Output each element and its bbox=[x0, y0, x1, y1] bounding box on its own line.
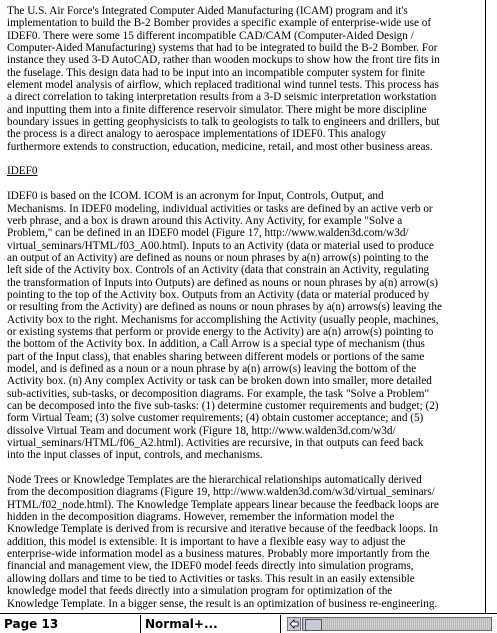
text-line: Knowledge Template is derived from is recursive and iterative because of the feedback loops. In bbox=[7, 523, 439, 536]
section-heading: IDEF0 bbox=[7, 165, 38, 178]
text-line: Computer-Aided Manufacturing) systems that had to be integrated to build the B-2 Bomber. For bbox=[7, 42, 438, 55]
vertical-scrollbar[interactable] bbox=[485, 0, 497, 613]
text-line: verb phrase, and a box is drawn around this Activity. Any Activity, for example "Solve a bbox=[7, 214, 403, 227]
text-line: instance they used 3-D AutoCAD, rather than wooden mockups to show how the front tire fits in bbox=[7, 54, 440, 67]
text-line: model, and is defined as a noun or a noun phrase by a(n) arrow(s) leaving the bottom of the bbox=[7, 362, 417, 375]
text-line: element model analysis of airflow, which replaced traditional wind tunnel tests. This process has bbox=[7, 79, 439, 92]
text-line: a direct correlation to taking interpretation results from a 3-D seismic interpretation workstation bbox=[7, 91, 437, 104]
text-line: pointing to the top of the Activity box. Outputs from an Activity (data or material produced by bbox=[7, 288, 430, 301]
text-line: Node Trees or Knowledge Templates are the hierarchical relationships automatically derived bbox=[7, 474, 422, 487]
text-line: virtual_seminars/HTML/f03_A00.html). Inputs to an Activity (data or material used to produce bbox=[7, 239, 434, 252]
text-line: dissolve Virtual Team and document work (Figure 18, http://www.walden3d.com/w3d/ bbox=[7, 424, 396, 437]
text-line: Mechanisms. In IDEF0 modeling, individual activities or tasks are defined by an active verb or bbox=[7, 202, 433, 215]
text-line: enterprise-wide information model as a business matures. Probably more importantly from the bbox=[7, 548, 430, 561]
text-line: Activity box. (n) Any complex Activity or task can be broken down into smaller, more detailed bbox=[7, 375, 432, 388]
text-line: furthermore extends to construction, education, medicine, retail, and most other business areas. bbox=[7, 140, 433, 153]
text-line: implementation to build the B-2 Bomber provides a specific example of enterprise-wide use of bbox=[7, 17, 432, 30]
text-line: can be decomposed into the five sub-tasks: (1) determine customer requirements and budget; (2) bbox=[7, 400, 439, 412]
document-content bbox=[7, 5, 479, 610]
text-line: an output of an Activity) are defined as nouns or noun phrases by a(n) arrow(s) pointing to the bbox=[7, 251, 429, 264]
text-line: Knowledge Template. In a bigger sense, the result is an optimization of business re-engineering. bbox=[7, 597, 438, 610]
text-line: virtual_seminars/HTML/f06_A2.html). Activities are recursive, in that outputs can feed back bbox=[7, 437, 424, 450]
paragraph-gap bbox=[7, 462, 479, 474]
horizontal-scrollbar[interactable] bbox=[285, 616, 497, 632]
text-line: part of the Input class), that enables sharing between different models or portions of the same bbox=[7, 350, 425, 363]
text-line: from the decomposition diagrams (Figure 19, http://www.walden3d.com/w3d/virtual_seminars/ bbox=[7, 486, 435, 499]
text-line: allowing dollars and time to be tied to Activities or tasks. This result in an easily extensible bbox=[7, 572, 415, 585]
text-line: hidden in the decomposition diagrams. However, remember the information model the bbox=[7, 511, 395, 524]
text-line: sub-activities, sub-tasks, or decomposition diagrams. For example, the task "Solve a Problem" bbox=[7, 387, 430, 400]
text-line: knowledge model that feeds directly into a simulation program for optimization of the bbox=[7, 585, 393, 598]
text-line: or existing systems that perform or provide energy to the Activity) are a(n) arrow(s) pointing to bbox=[7, 325, 434, 338]
paragraph-gap bbox=[7, 153, 479, 165]
text-line: IDEF0 is based on the ICOM. ICOM is an acronym for Input, Controls, Output, and bbox=[7, 190, 384, 203]
text-line: The U.S. Air Force's Integrated Computer Aided Manufacturing (ICAM) program and it's bbox=[7, 5, 408, 17]
text-line: the bottom of the Activity box. In addition, a Call Arrow is a special type of mechanism (thus bbox=[7, 338, 425, 351]
paragraph-icam bbox=[7, 5, 479, 153]
text-line: the fuselage. This design data had to be input into an incompatible computer system for finite bbox=[7, 66, 425, 79]
text-line: Problem," can be defined in an IDEF0 model (Figure 17, http://www.walden3d.com/w3d/ bbox=[7, 227, 409, 240]
text-line: the process is a direct analogy to aerospace implementations of IDEF0. This analogy bbox=[7, 128, 387, 141]
paragraph-node-trees bbox=[7, 474, 479, 610]
status-bar bbox=[0, 613, 497, 633]
text-line: addition, this model is extensible. It is important to have a flexible easy way to adjust the bbox=[7, 535, 406, 548]
page-indicator[interactable]: Page 13 bbox=[0, 615, 141, 633]
text-line: form Virtual Team; (3) solve customer requirements; (4) obtain customer acceptance; and (5) bbox=[7, 412, 424, 425]
scroll-track[interactable] bbox=[302, 617, 492, 631]
text-line: into the input classes of input, controls, and mechanisms. bbox=[7, 449, 263, 462]
text-line: boundary issues in getting geophysicists to talk to geologists to talk to engineers and drillers, but bbox=[7, 116, 440, 129]
paragraph-idef0 bbox=[7, 190, 479, 462]
paragraph-gap bbox=[7, 178, 479, 190]
text-line: the transformation of Inputs into Outputs) are defined as nouns or noun phrases by a(n) arrow(s) bbox=[7, 276, 438, 289]
text-line: IDEF0. There were some 15 different incompatible CAD/CAM (Computer-Aided Design / bbox=[7, 29, 414, 42]
text-line: financial and management view, the IDEF0 model feeds directly into simulation programs, bbox=[7, 560, 414, 573]
text-line: HTML/f02_node.html). The Knowledge Template appears linear because the feedback loops are bbox=[7, 498, 439, 511]
text-line: Activity box to the right. Mechanisms for accomplishing the Activity (usually people, machines, bbox=[7, 313, 439, 326]
text-line: or resulting from the Activity) are defined as nouns or noun phrases by a(n) arrows(s) leaving the bbox=[7, 301, 442, 314]
text-line: left side of the Activity box. Controls of an Activity (data that constrain an Activity, regulating bbox=[7, 264, 430, 277]
scroll-thumb[interactable] bbox=[305, 619, 322, 631]
style-indicator[interactable]: Normal+... bbox=[141, 615, 281, 633]
left-arrow-icon[interactable] bbox=[287, 617, 301, 631]
text-line: and inputting them into a finite difference reservoir simulator. There might be more discipline bbox=[7, 103, 427, 116]
